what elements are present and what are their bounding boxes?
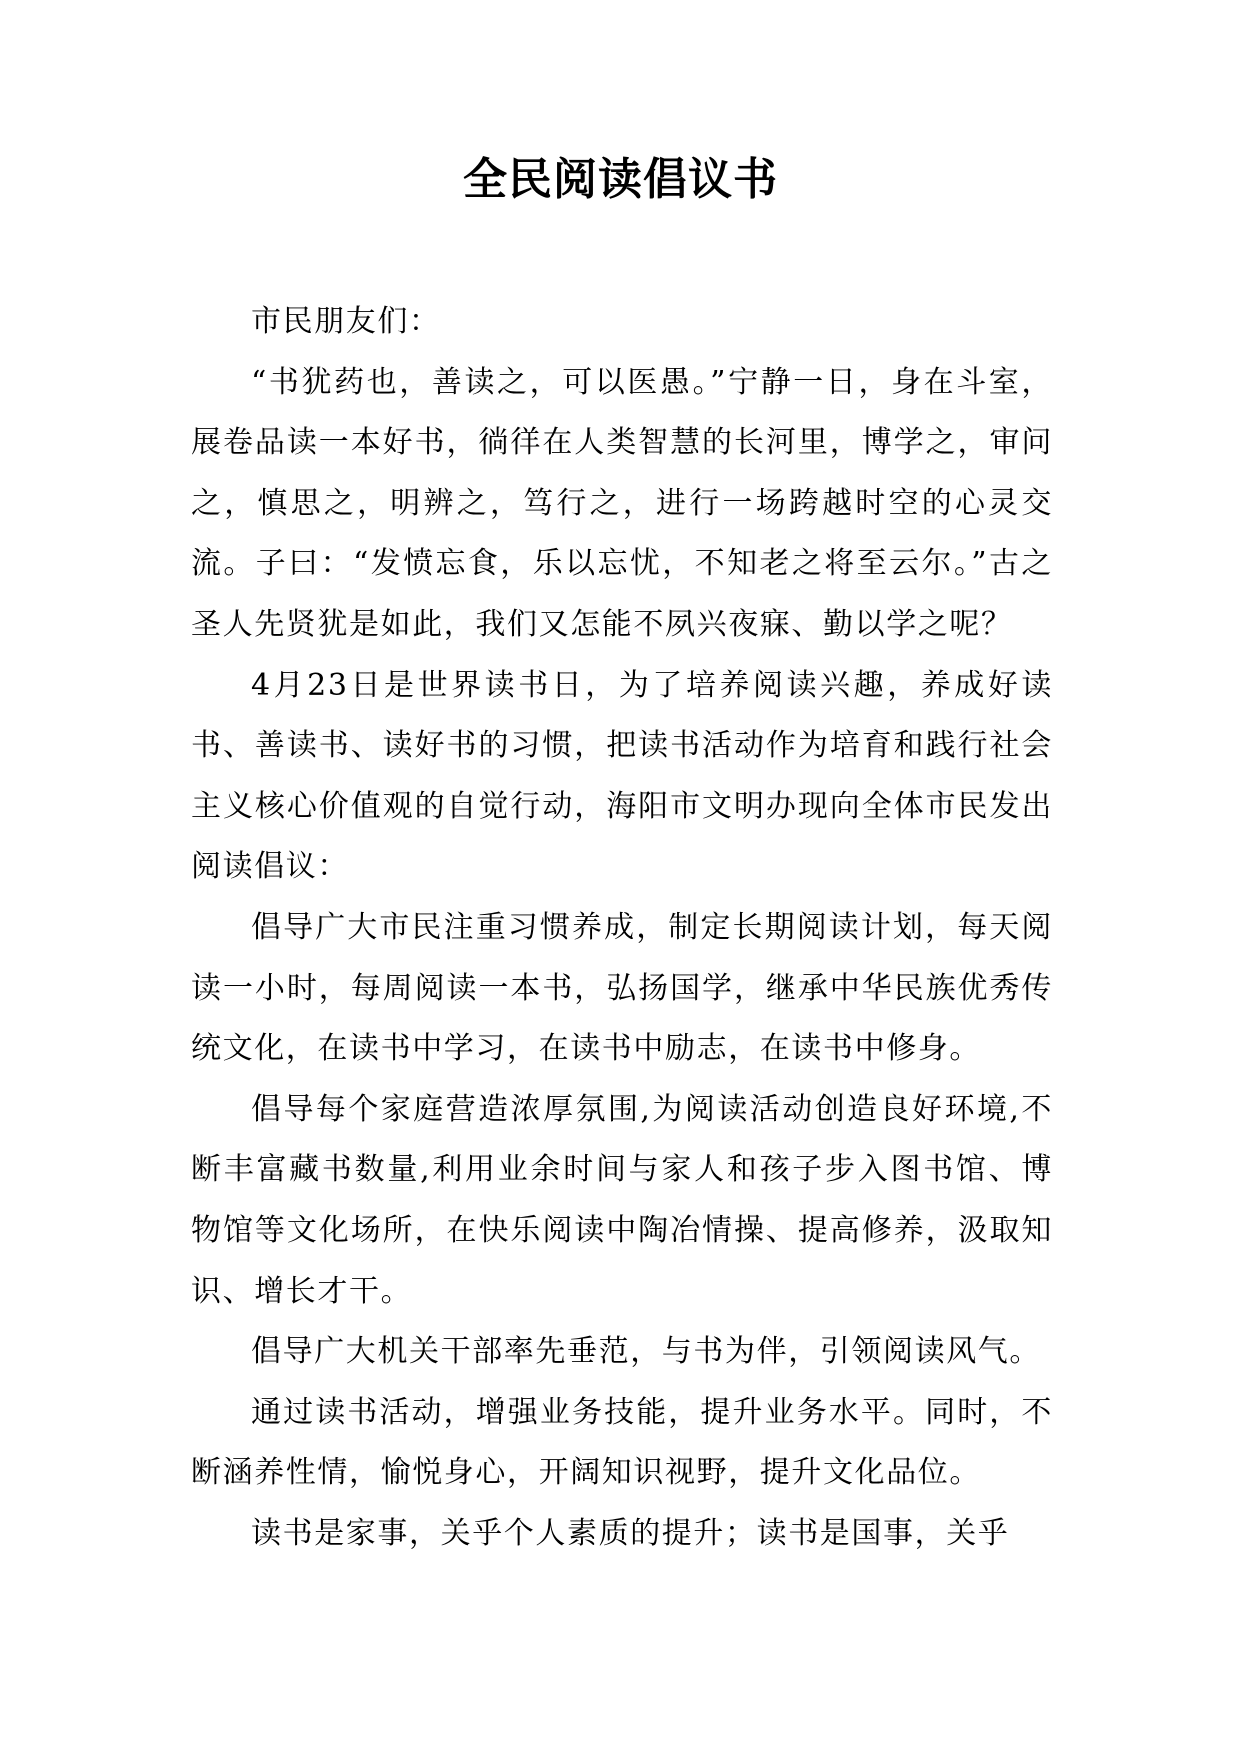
- document-title: 全民阅读倡议书: [463, 154, 778, 205]
- document-body: [191, 292, 1053, 1564]
- paragraph-quote: “书犹药也，善读之，可以医愚。”宁静一日，身在斗室，展卷品读一本好书，徜徉在人类智慧的长河里，博学之，审问之，慎思之，明辨之，笃行之，进行一场跨越时空的心灵交流。子曰：“发愤忘食，乐以忘忧，不知老之将至云尔。”古之圣人先贤犹是如此，我们又怎能不夙兴夜寐、勤以学之呢？: [191, 364, 1053, 642]
- paragraph-closing: 读书是家事，关乎个人素质的提升；读书是国事，关乎: [251, 1515, 1010, 1551]
- paragraph-officials: 倡导广大机关干部率先垂范，与书为伴，引领阅读风气。: [251, 1334, 1041, 1370]
- paragraph-families: 倡导每个家庭营造浓厚氛围,为阅读活动创造良好环境,不断丰富藏书数量,利用业余时间与家人和孩子步入图书馆、博物馆等文化场所，在快乐阅读中陶冶情操、提高修养，汲取知识、增长才干。: [191, 1091, 1053, 1309]
- paragraph-reading-day: 4月23日是世界读书日，为了培养阅读兴趣，养成好读书、善读书、读好书的习惯，把读书活动作为培育和践行社会主义核心价值观的自觉行动，海阳市文明办现向全体市民发出阅读倡议：: [191, 667, 1053, 885]
- paragraph-citizens: 倡导广大市民注重习惯养成，制定长期阅读计划，每天阅读一小时，每周阅读一本书，弘扬国学，继承中华民族优秀传统文化，在读书中学习，在读书中励志，在读书中修身。: [191, 909, 1053, 1067]
- paragraph-skills: 通过读书活动，增强业务技能，提升业务水平。同时，不断涵养性情，愉悦身心，开阔知识视野，提升文化品位。: [191, 1394, 1053, 1491]
- salutation: 市民朋友们：: [251, 304, 441, 339]
